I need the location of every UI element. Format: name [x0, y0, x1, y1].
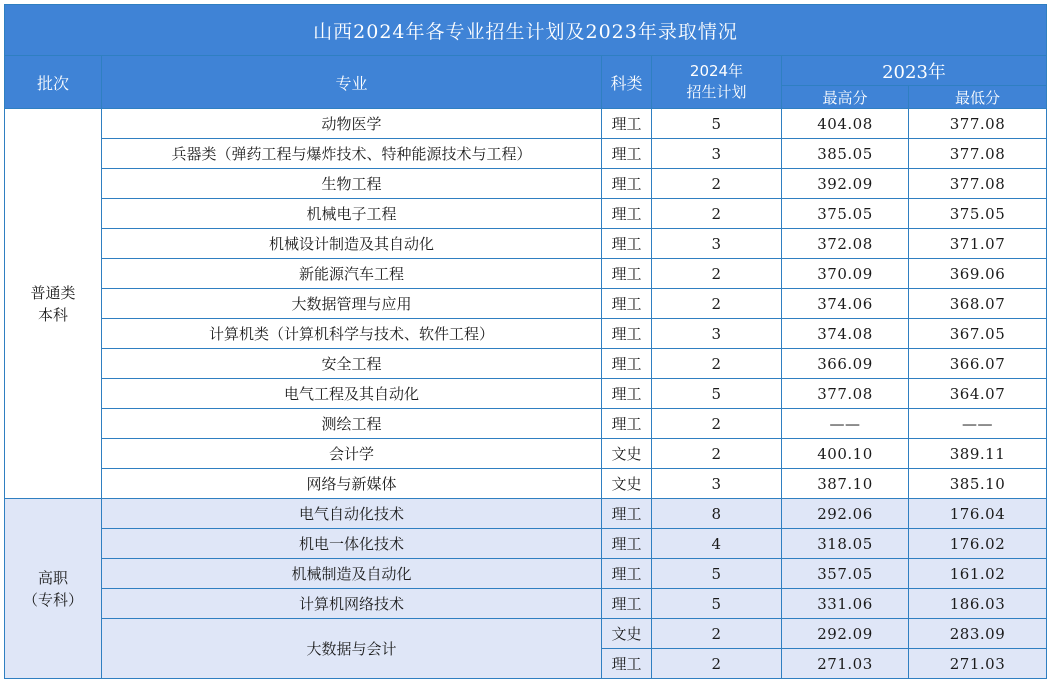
table-row — [5, 409, 1047, 439]
cell-max: 392.09 — [782, 169, 909, 199]
table-row — [5, 439, 1047, 469]
table-row — [5, 289, 1047, 319]
cell-max: 377.08 — [782, 379, 909, 409]
cell-min: 186.03 — [909, 589, 1047, 619]
cell-min: 176.02 — [909, 529, 1047, 559]
cell-max: 404.08 — [782, 109, 909, 139]
cell-major: 测绘工程 — [102, 409, 602, 439]
cell-plan: 5 — [652, 589, 782, 619]
table-row — [5, 619, 1047, 649]
cell-major: 电气自动化技术 — [102, 499, 602, 529]
cell-plan: 5 — [652, 109, 782, 139]
cell-min: 176.04 — [909, 499, 1047, 529]
cell-plan: 8 — [652, 499, 782, 529]
cell-plan: 2 — [652, 259, 782, 289]
table-row — [5, 319, 1047, 349]
header-plan-line2: 招生计划 — [686, 83, 747, 101]
cell-plan: 2 — [652, 619, 782, 649]
cell-min: 389.11 — [909, 439, 1047, 469]
cell-max: 331.06 — [782, 589, 909, 619]
header-batch: 批次 — [5, 56, 102, 109]
cell-plan: 2 — [652, 409, 782, 439]
cell-min: 283.09 — [909, 619, 1047, 649]
batch-vocational-line1: 高职 — [37, 568, 68, 587]
header-major: 专业 — [102, 56, 602, 109]
cell-max: 400.10 — [782, 439, 909, 469]
cell-plan: 2 — [652, 649, 782, 679]
cell-subject: 理工 — [602, 139, 652, 169]
cell-max: 292.09 — [782, 619, 909, 649]
cell-subject: 文史 — [602, 439, 652, 469]
cell-major: 兵器类（弹药工程与爆炸技术、特种能源技术与工程） — [102, 139, 602, 169]
cell-subject: 文史 — [602, 469, 652, 499]
cell-subject: 理工 — [602, 499, 652, 529]
cell-max: 374.08 — [782, 319, 909, 349]
table-row — [5, 169, 1047, 199]
cell-subject: 理工 — [602, 349, 652, 379]
cell-major: 机械制造及自动化 — [102, 559, 602, 589]
cell-max: 374.06 — [782, 289, 909, 319]
cell-major: 网络与新媒体 — [102, 469, 602, 499]
cell-max: 366.09 — [782, 349, 909, 379]
batch-regular-line1: 普通类 — [30, 283, 76, 302]
cell-subject: 理工 — [602, 649, 652, 679]
cell-plan: 2 — [652, 349, 782, 379]
cell-max: 372.08 — [782, 229, 909, 259]
cell-subject: 理工 — [602, 199, 652, 229]
cell-min: 271.03 — [909, 649, 1047, 679]
header-plan-line1: 2024年 — [689, 62, 744, 80]
table-body — [5, 109, 1047, 679]
cell-subject: 理工 — [602, 379, 652, 409]
batch-vocational-line2: （专科） — [22, 590, 83, 609]
cell-max: 385.05 — [782, 139, 909, 169]
cell-major: 安全工程 — [102, 349, 602, 379]
cell-plan: 3 — [652, 319, 782, 349]
cell-subject: 理工 — [602, 259, 652, 289]
cell-subject: 理工 — [602, 319, 652, 349]
cell-major: 电气工程及其自动化 — [102, 379, 602, 409]
cell-max: 357.05 — [782, 559, 909, 589]
cell-subject: 文史 — [602, 619, 652, 649]
cell-major: 动物医学 — [102, 109, 602, 139]
cell-plan: 2 — [652, 289, 782, 319]
admission-table-container — [4, 4, 1046, 692]
cell-plan: 3 — [652, 469, 782, 499]
cell-major: 机械电子工程 — [102, 199, 602, 229]
table-row — [5, 259, 1047, 289]
cell-min: 161.02 — [909, 559, 1047, 589]
table-row — [5, 589, 1047, 619]
cell-major-merged: 大数据与会计 — [102, 619, 602, 679]
cell-min: 377.08 — [909, 169, 1047, 199]
cell-major: 计算机类（计算机科学与技术、软件工程） — [102, 319, 602, 349]
batch-regular — [5, 109, 102, 499]
cell-subject: 理工 — [602, 559, 652, 589]
cell-max: 375.05 — [782, 199, 909, 229]
cell-subject: 理工 — [602, 229, 652, 259]
batch-vocational — [5, 499, 102, 679]
cell-plan: 3 — [652, 229, 782, 259]
cell-major: 机电一体化技术 — [102, 529, 602, 559]
cell-min: 377.08 — [909, 109, 1047, 139]
cell-max: —— — [782, 409, 909, 439]
cell-min: 366.07 — [909, 349, 1047, 379]
table-row — [5, 499, 1047, 529]
cell-min: 371.07 — [909, 229, 1047, 259]
cell-min: 369.06 — [909, 259, 1047, 289]
table-title: 山西2024年各专业招生计划及2023年录取情况 — [5, 5, 1047, 56]
table-row — [5, 469, 1047, 499]
cell-major: 会计学 — [102, 439, 602, 469]
table-row — [5, 139, 1047, 169]
cell-plan: 5 — [652, 559, 782, 589]
cell-plan: 4 — [652, 529, 782, 559]
cell-major: 计算机网络技术 — [102, 589, 602, 619]
cell-plan: 2 — [652, 439, 782, 469]
cell-subject: 理工 — [602, 169, 652, 199]
table-row — [5, 349, 1047, 379]
admission-table — [4, 4, 1047, 679]
header-min-score: 最低分 — [909, 86, 1047, 109]
cell-max: 292.06 — [782, 499, 909, 529]
cell-major: 新能源汽车工程 — [102, 259, 602, 289]
cell-major: 大数据管理与应用 — [102, 289, 602, 319]
table-row — [5, 559, 1047, 589]
table-row — [5, 529, 1047, 559]
cell-max: 387.10 — [782, 469, 909, 499]
header-plan-2024 — [652, 56, 782, 109]
cell-max: 318.05 — [782, 529, 909, 559]
table-row — [5, 199, 1047, 229]
header-2023: 2023年 — [782, 56, 1047, 86]
cell-plan: 2 — [652, 199, 782, 229]
cell-min: 364.07 — [909, 379, 1047, 409]
cell-min: 375.05 — [909, 199, 1047, 229]
cell-subject: 理工 — [602, 289, 652, 319]
table-row — [5, 109, 1047, 139]
cell-min: 385.10 — [909, 469, 1047, 499]
cell-major: 生物工程 — [102, 169, 602, 199]
cell-subject: 理工 — [602, 109, 652, 139]
cell-subject: 理工 — [602, 529, 652, 559]
cell-plan: 2 — [652, 169, 782, 199]
cell-subject: 理工 — [602, 409, 652, 439]
cell-min: 368.07 — [909, 289, 1047, 319]
table-row — [5, 229, 1047, 259]
cell-major: 机械设计制造及其自动化 — [102, 229, 602, 259]
cell-plan: 5 — [652, 379, 782, 409]
cell-plan: 3 — [652, 139, 782, 169]
header-subject: 科类 — [602, 56, 652, 109]
cell-min: —— — [909, 409, 1047, 439]
cell-max: 370.09 — [782, 259, 909, 289]
header-max-score: 最高分 — [782, 86, 909, 109]
cell-min: 377.08 — [909, 139, 1047, 169]
cell-subject: 理工 — [602, 589, 652, 619]
table-row — [5, 379, 1047, 409]
cell-min: 367.05 — [909, 319, 1047, 349]
batch-regular-line2: 本科 — [37, 305, 68, 324]
cell-max: 271.03 — [782, 649, 909, 679]
